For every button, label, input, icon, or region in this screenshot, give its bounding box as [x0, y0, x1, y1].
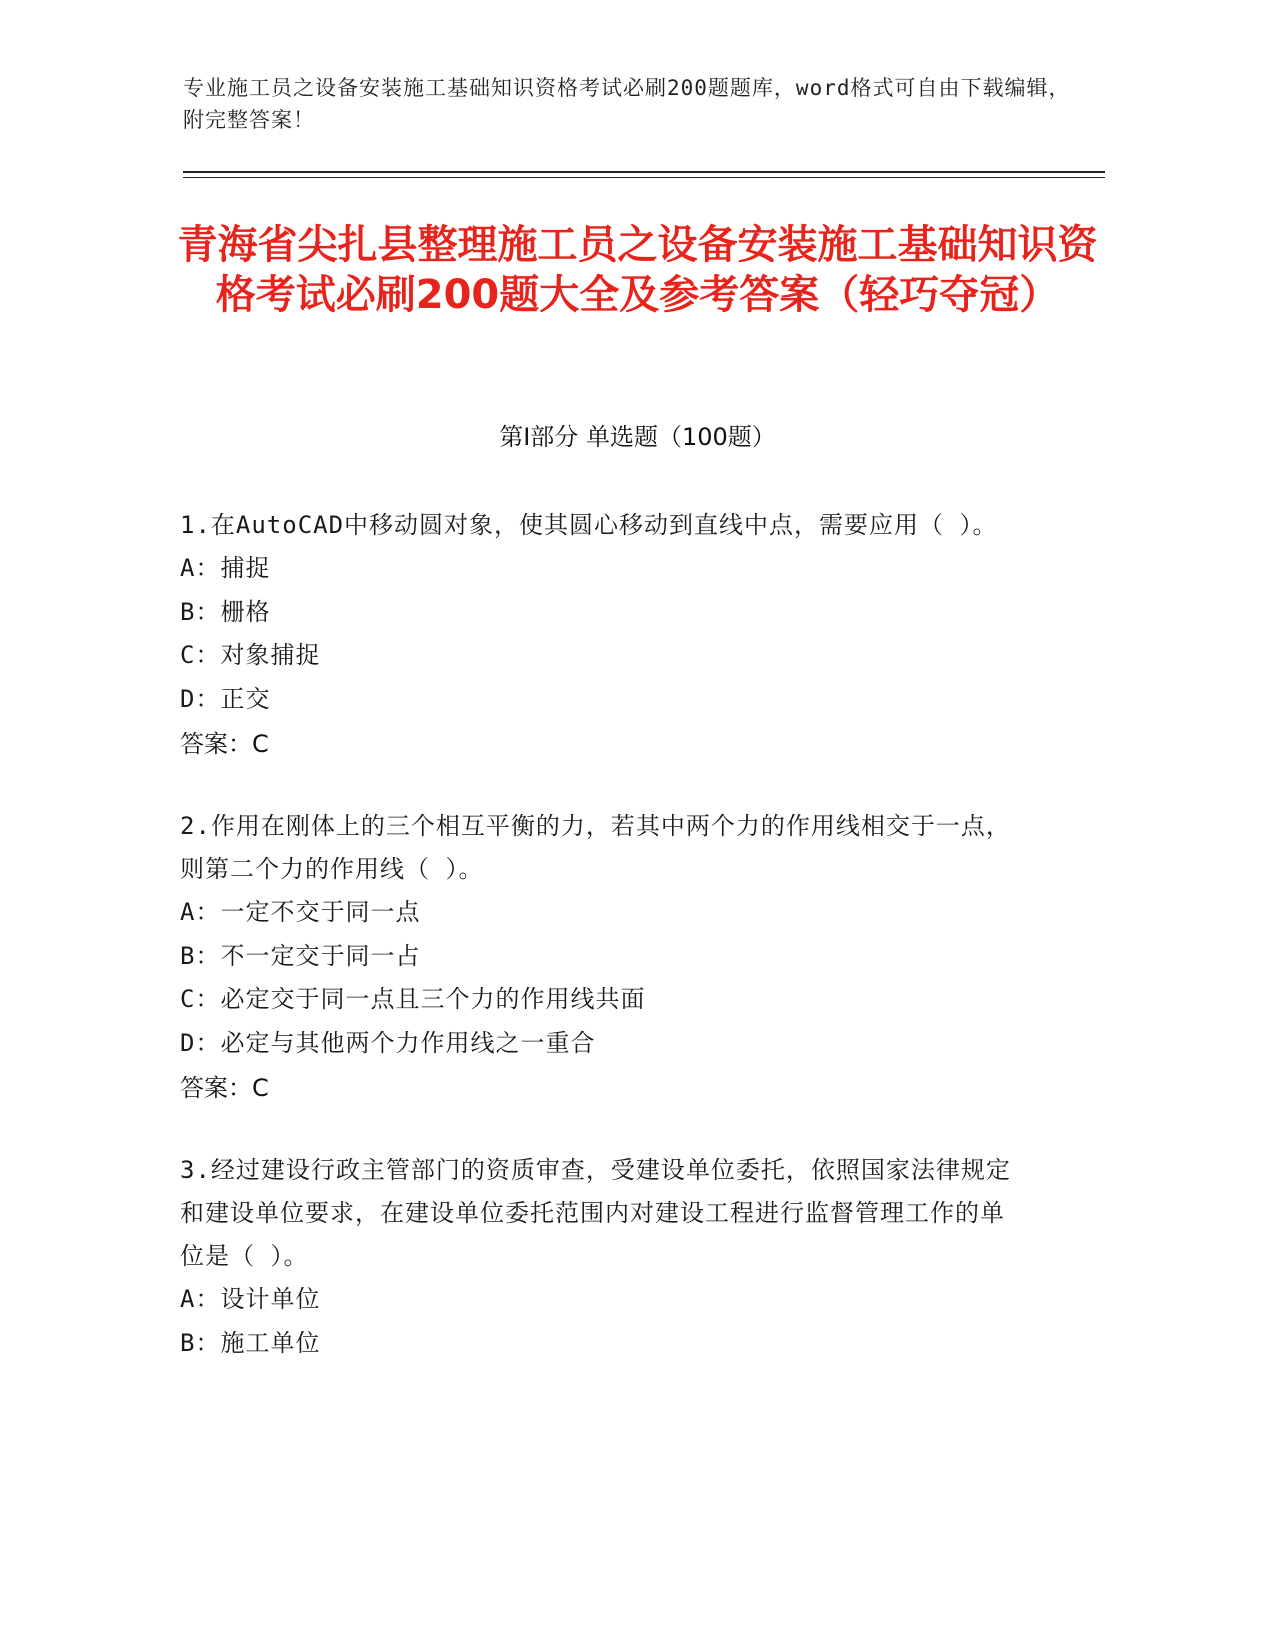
option-a: A：一定不交于同一点: [180, 898, 421, 926]
option-c: C：必定交于同一点且三个力的作用线共面: [180, 985, 646, 1013]
answer: 答案：C: [180, 730, 269, 758]
question-1: [180, 504, 1020, 767]
option-c: C：对象捕捉: [180, 641, 321, 669]
option-b: B：施工单位: [180, 1328, 321, 1357]
option-d: D：必定与其他两个力作用线之一重合: [180, 1028, 596, 1057]
option-a: A：设计单位: [180, 1285, 321, 1313]
option-d: D：正交: [180, 684, 271, 713]
option-b: B：不一定交于同一占: [180, 941, 421, 970]
section-heading: 第Ⅰ部分 单选题（100题）: [499, 423, 776, 451]
option-a: A：捕捉: [180, 554, 271, 582]
header-rule-thin: [183, 177, 1105, 178]
question-stem: 1.在AutoCAD中移动圆对象，使其圆心移动到直线中点，需要应用（ ）。: [180, 511, 998, 539]
question-2: [180, 805, 1020, 1111]
option-b: B：栅格: [180, 597, 271, 626]
question-stem: 2.作用在刚体上的三个相互平衡的力，若其中两个力的作用线相交于一点，则第二个力的作用线（ ）。: [180, 812, 1011, 883]
header-rule-thick: [183, 171, 1105, 173]
question-3: [180, 1149, 1020, 1365]
question-list: [180, 504, 1020, 1403]
document-title: 青海省尖扎县整理施工员之设备安装施工基础知识资格考试必刷200题大全及参考答案（轻巧夺冠）: [177, 222, 1098, 318]
header-note: 专业施工员之设备安装施工基础知识资格考试必刷200题题库，word格式可自由下载编辑，附完整答案！: [183, 76, 1071, 132]
question-stem: 3.经过建设行政主管部门的资质审查，受建设单位委托，依照国家法律规定和建设单位要求，在建设单位委托范围内对建设工程进行监督管理工作的单位是（ ）。: [180, 1156, 1011, 1270]
answer: 答案：C: [180, 1074, 269, 1102]
